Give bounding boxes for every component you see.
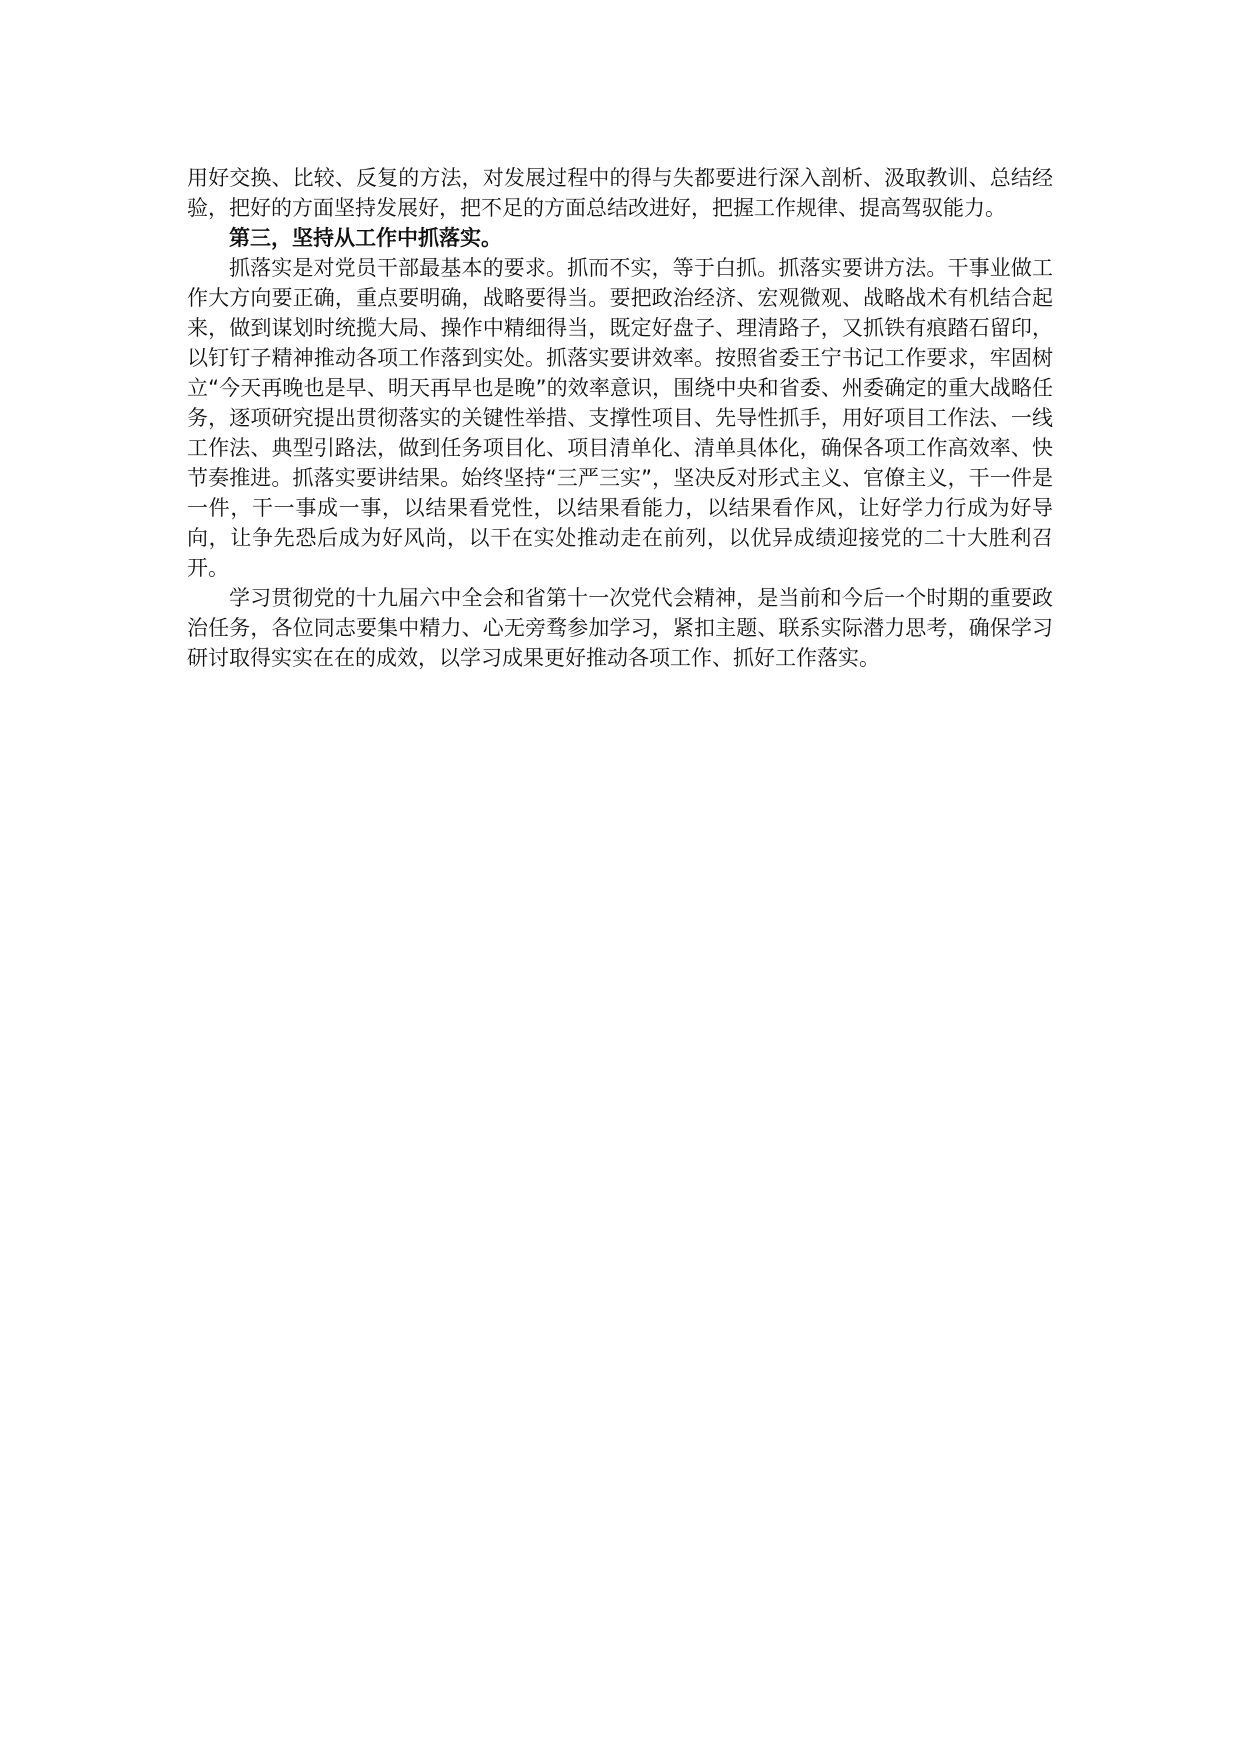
paragraph-implementation: 抓落实是对党员干部最基本的要求。抓而不实，等于白抓。抓落实要讲方法。干事业做工作大方向要正确，重点要明确，战略要得当。要把政治经济、宏观微观、战略战术有机结合起来，做到谋划时统揽大局、操作中精细得当，既定好盘子、理清路子，又抓铁有痕踏石留印，以钉钉子精神推动各项工作落到实处。抓落实要讲效率。按照省委王宁书记工作要求，牢固树立“今天再晚也是早、明天再早也是晚”的效率意识，围绕中央和省委、州委确定的重大战略任务，逐项研究提出贯彻落实的关键性举措、支撑性项目、先导性抓手，用好项目工作法、一线工作法、典型引路法，做到任务项目化、项目清单化、清单具体化，确保各项工作高效率、快节奏推进。抓落实要讲结果。始终坚持“三严三实”，坚决反对形式主义、官僚主义，干一件是一件，干一事成一事，以结果看党性，以结果看能力，以结果看作风，让好学力行成为好导向，让争先恐后成为好风尚，以干在实处推动走在前列，以优异成绩迎接党的二十大胜利召开。 bbox=[187, 256, 1053, 580]
paragraph-conclusion: 学习贯彻党的十九届六中全会和省第十一次党代会精神，是当前和今后一个时期的重要政治任务，各位同志要集中精力、心无旁骛参加学习，紧扣主题、联系实际潜力思考，确保学习研讨取得实实在在的成效，以学习成果更好推动各项工作、抓好工作落实。 bbox=[187, 586, 1053, 670]
paragraph-continued: 用好交换、比较、反复的方法，对发展过程中的得与失都要进行深入剖析、汲取教训、总结经验，把好的方面坚持发展好，把不足的方面总结改进好，把握工作规律、提高驾驭能力。 bbox=[187, 166, 1053, 220]
document-body bbox=[187, 163, 1053, 673]
section-heading-third: 第三，坚持从工作中抓落实。 bbox=[229, 226, 502, 250]
